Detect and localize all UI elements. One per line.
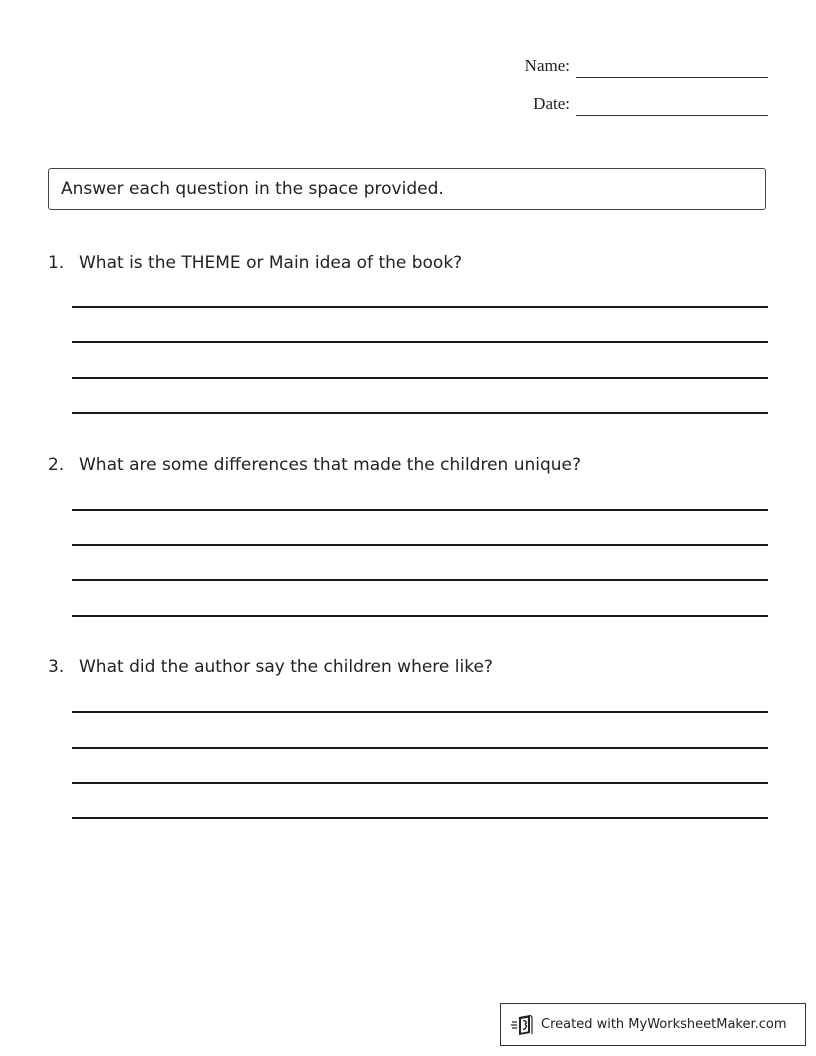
answer-line[interactable]	[72, 341, 768, 343]
question-number: 1.	[48, 253, 65, 273]
answer-line[interactable]	[72, 615, 768, 617]
date-label: Date:	[533, 94, 570, 113]
question-prompt: What did the author say the children where like?	[79, 657, 493, 677]
answer-line[interactable]	[72, 579, 768, 581]
credit-text: Created with MyWorksheetMaker.com	[541, 1017, 787, 1032]
answer-line[interactable]	[72, 747, 768, 749]
question-3	[48, 656, 768, 678]
date-line[interactable]	[576, 115, 768, 116]
question-text	[48, 454, 768, 476]
answer-line[interactable]	[72, 817, 768, 819]
question-number: 3.	[48, 657, 65, 677]
answer-line[interactable]	[72, 544, 768, 546]
name-field[interactable]	[480, 48, 768, 78]
answer-line[interactable]	[72, 509, 768, 511]
answer-line[interactable]	[72, 782, 768, 784]
date-field[interactable]	[480, 86, 768, 116]
book-icon	[511, 1013, 535, 1037]
name-line[interactable]	[576, 77, 768, 78]
question-prompt: What is the THEME or Main idea of the book?	[79, 253, 463, 273]
question-number: 2.	[48, 455, 65, 475]
instructions-box	[48, 168, 766, 210]
credit-badge	[500, 1003, 806, 1046]
name-label: Name:	[524, 56, 570, 75]
answer-line[interactable]	[72, 377, 768, 379]
question-prompt: What are some differences that made the children unique?	[79, 455, 582, 475]
question-text	[48, 656, 768, 678]
answer-line[interactable]	[72, 306, 768, 308]
answer-line[interactable]	[72, 711, 768, 713]
question-2	[48, 454, 768, 476]
answer-line[interactable]	[72, 412, 768, 414]
question-1	[48, 252, 768, 274]
question-text	[48, 252, 768, 274]
instructions-text: Answer each question in the space provided.	[61, 179, 444, 199]
